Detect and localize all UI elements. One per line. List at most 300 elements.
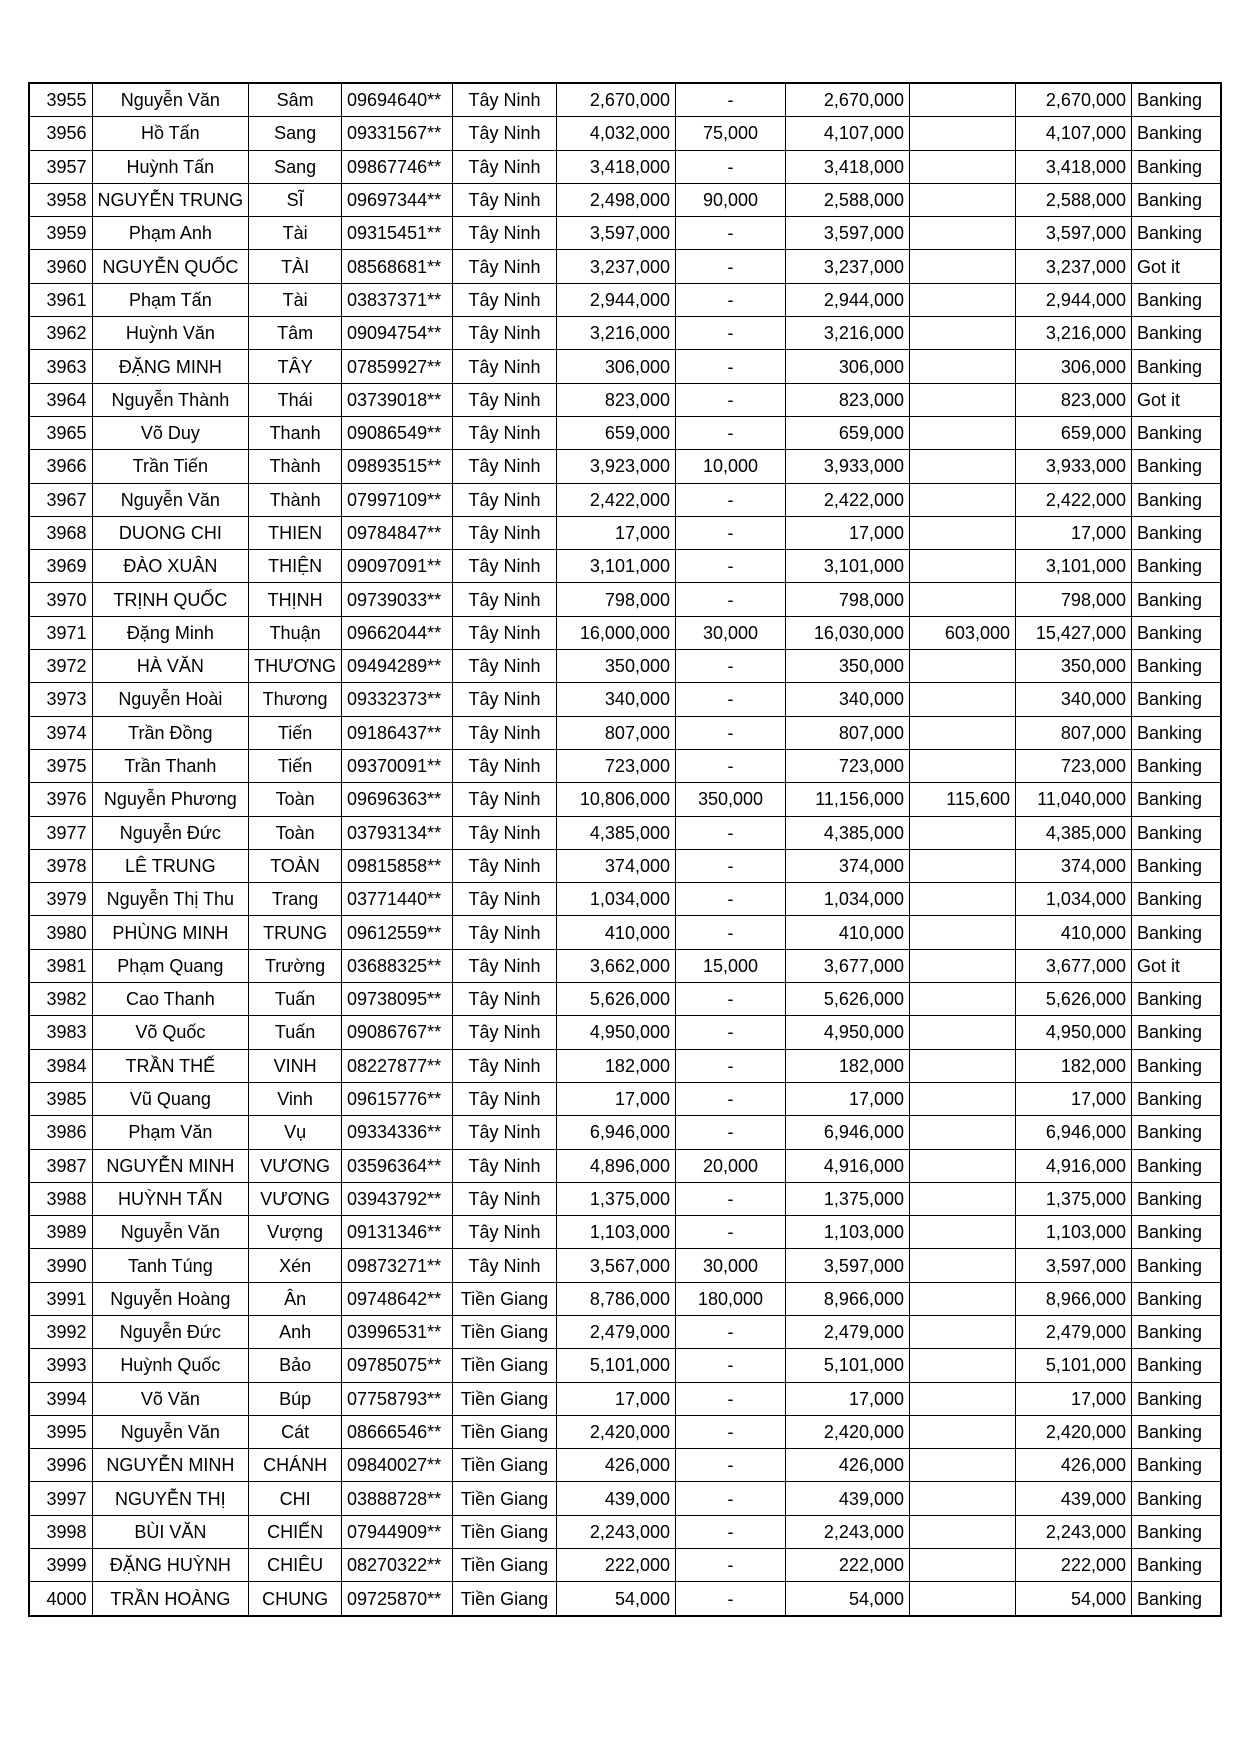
last-name-cell: CHÁNH (249, 1449, 342, 1482)
fee-cell: - (676, 250, 786, 283)
phone-number-cell: 09867746** (342, 150, 453, 183)
table-row (29, 516, 1221, 549)
deduction-cell (910, 1449, 1016, 1482)
fee-cell: - (676, 683, 786, 716)
amount-cell: 3,923,000 (557, 450, 676, 483)
net-amount-cell: 17,000 (1016, 1082, 1132, 1115)
net-amount-cell: 5,626,000 (1016, 983, 1132, 1016)
payment-method-cell: Banking (1132, 749, 1221, 782)
province-cell: Tiền Giang (453, 1515, 557, 1548)
payment-method-cell: Banking (1132, 83, 1221, 117)
province-cell: Tây Ninh (453, 949, 557, 982)
last-name-cell: Thuận (249, 616, 342, 649)
total-cell: 4,916,000 (786, 1149, 910, 1182)
deduction-cell (910, 1182, 1016, 1215)
payment-method-cell: Banking (1132, 1382, 1221, 1415)
row-number-cell: 3965 (29, 416, 92, 449)
first-name-cell: Huỳnh Tấn (92, 150, 249, 183)
phone-number-cell: 09097091** (342, 550, 453, 583)
table-row (29, 783, 1221, 816)
province-cell: Tây Ninh (453, 783, 557, 816)
province-cell: Tây Ninh (453, 749, 557, 782)
fee-cell: - (676, 150, 786, 183)
amount-cell: 2,243,000 (557, 1515, 676, 1548)
deduction-cell (910, 550, 1016, 583)
first-name-cell: Trần Tiến (92, 450, 249, 483)
table-row (29, 616, 1221, 649)
total-cell: 659,000 (786, 416, 910, 449)
last-name-cell: CHUNG (249, 1582, 342, 1616)
fee-cell: - (676, 716, 786, 749)
deduction-cell (910, 749, 1016, 782)
table-row (29, 450, 1221, 483)
phone-number-cell: 09494289** (342, 650, 453, 683)
net-amount-cell: 1,375,000 (1016, 1182, 1132, 1215)
fee-cell: 75,000 (676, 117, 786, 150)
table-row (29, 1482, 1221, 1515)
fee-cell: 30,000 (676, 616, 786, 649)
last-name-cell: SĨ (249, 183, 342, 216)
total-cell: 2,422,000 (786, 483, 910, 516)
first-name-cell: Huỳnh Quốc (92, 1349, 249, 1382)
total-cell: 54,000 (786, 1582, 910, 1616)
net-amount-cell: 54,000 (1016, 1582, 1132, 1616)
table-row (29, 117, 1221, 150)
total-cell: 8,966,000 (786, 1282, 910, 1315)
total-cell: 16,030,000 (786, 616, 910, 649)
last-name-cell: THỊNH (249, 583, 342, 616)
province-cell: Tây Ninh (453, 849, 557, 882)
amount-cell: 1,375,000 (557, 1182, 676, 1215)
row-number-cell: 3992 (29, 1315, 92, 1348)
deduction-cell (910, 450, 1016, 483)
fee-cell: - (676, 583, 786, 616)
total-cell: 723,000 (786, 749, 910, 782)
table-row (29, 1182, 1221, 1215)
total-cell: 17,000 (786, 1382, 910, 1415)
amount-cell: 4,896,000 (557, 1149, 676, 1182)
last-name-cell: Sâm (249, 83, 342, 117)
first-name-cell: PHÙNG MINH (92, 916, 249, 949)
row-number-cell: 3972 (29, 650, 92, 683)
phone-number-cell: 09694640** (342, 83, 453, 117)
deduction-cell (910, 583, 1016, 616)
last-name-cell: Thành (249, 450, 342, 483)
total-cell: 798,000 (786, 583, 910, 616)
first-name-cell: Trần Thanh (92, 749, 249, 782)
last-name-cell: CHIÊU (249, 1549, 342, 1582)
payment-method-cell: Banking (1132, 1482, 1221, 1515)
fee-cell: - (676, 550, 786, 583)
payment-method-cell: Banking (1132, 1182, 1221, 1215)
payment-method-cell: Banking (1132, 516, 1221, 549)
first-name-cell: NGUYỄN THỊ (92, 1482, 249, 1515)
payment-method-cell: Banking (1132, 1549, 1221, 1582)
amount-cell: 3,662,000 (557, 949, 676, 982)
total-cell: 222,000 (786, 1549, 910, 1582)
last-name-cell: Thương (249, 683, 342, 716)
row-number-cell: 3989 (29, 1216, 92, 1249)
payment-method-cell: Banking (1132, 1049, 1221, 1082)
row-number-cell: 3970 (29, 583, 92, 616)
table-row (29, 350, 1221, 383)
deduction-cell (910, 1482, 1016, 1515)
phone-number-cell: 09370091** (342, 749, 453, 782)
last-name-cell: THIỆN (249, 550, 342, 583)
deduction-cell (910, 1249, 1016, 1282)
phone-number-cell: 09840027** (342, 1449, 453, 1482)
total-cell: 5,626,000 (786, 983, 910, 1016)
first-name-cell: TRẦN HOÀNG (92, 1582, 249, 1616)
province-cell: Tây Ninh (453, 1116, 557, 1149)
first-name-cell: NGUYỄN QUỐC (92, 250, 249, 283)
row-number-cell: 3973 (29, 683, 92, 716)
table-row (29, 483, 1221, 516)
last-name-cell: Xén (249, 1249, 342, 1282)
table-row (29, 1315, 1221, 1348)
first-name-cell: BÙI VĂN (92, 1515, 249, 1548)
payment-method-cell: Banking (1132, 1249, 1221, 1282)
table-row (29, 1082, 1221, 1115)
first-name-cell: NGUYỄN MINH (92, 1149, 249, 1182)
net-amount-cell: 1,103,000 (1016, 1216, 1132, 1249)
fee-cell: - (676, 983, 786, 1016)
amount-cell: 182,000 (557, 1049, 676, 1082)
first-name-cell: HUỲNH TẤN (92, 1182, 249, 1215)
row-number-cell: 3959 (29, 217, 92, 250)
last-name-cell: Toàn (249, 816, 342, 849)
province-cell: Tây Ninh (453, 450, 557, 483)
amount-cell: 798,000 (557, 583, 676, 616)
last-name-cell: Tài (249, 217, 342, 250)
deduction-cell (910, 483, 1016, 516)
last-name-cell: Thanh (249, 416, 342, 449)
row-number-cell: 3993 (29, 1349, 92, 1382)
payment-method-cell: Banking (1132, 550, 1221, 583)
first-name-cell: HÀ VĂN (92, 650, 249, 683)
amount-cell: 1,034,000 (557, 883, 676, 916)
net-amount-cell: 2,479,000 (1016, 1315, 1132, 1348)
row-number-cell: 4000 (29, 1582, 92, 1616)
total-cell: 410,000 (786, 916, 910, 949)
phone-number-cell: 09725870** (342, 1582, 453, 1616)
row-number-cell: 3963 (29, 350, 92, 383)
first-name-cell: ĐẶNG HUỲNH (92, 1549, 249, 1582)
row-number-cell: 3978 (29, 849, 92, 882)
amount-cell: 8,786,000 (557, 1282, 676, 1315)
first-name-cell: ĐÀO XUÂN (92, 550, 249, 583)
province-cell: Tiền Giang (453, 1449, 557, 1482)
row-number-cell: 3997 (29, 1482, 92, 1515)
last-name-cell: Bảo (249, 1349, 342, 1382)
row-number-cell: 3968 (29, 516, 92, 549)
total-cell: 340,000 (786, 683, 910, 716)
last-name-cell: Tài (249, 283, 342, 316)
payment-method-cell: Banking (1132, 1582, 1221, 1616)
payment-method-cell: Banking (1132, 1349, 1221, 1382)
province-cell: Tây Ninh (453, 416, 557, 449)
row-number-cell: 3966 (29, 450, 92, 483)
payment-method-cell: Banking (1132, 916, 1221, 949)
total-cell: 2,420,000 (786, 1415, 910, 1448)
net-amount-cell: 8,966,000 (1016, 1282, 1132, 1315)
province-cell: Tiền Giang (453, 1415, 557, 1448)
deduction-cell (910, 350, 1016, 383)
province-cell: Tiền Giang (453, 1549, 557, 1582)
net-amount-cell: 3,418,000 (1016, 150, 1132, 183)
payment-method-cell: Banking (1132, 1149, 1221, 1182)
row-number-cell: 3967 (29, 483, 92, 516)
fee-cell: - (676, 1582, 786, 1616)
total-cell: 11,156,000 (786, 783, 910, 816)
total-cell: 6,946,000 (786, 1116, 910, 1149)
deduction-cell (910, 416, 1016, 449)
amount-cell: 6,946,000 (557, 1116, 676, 1149)
payment-ledger-table (28, 82, 1222, 1617)
province-cell: Tây Ninh (453, 650, 557, 683)
total-cell: 306,000 (786, 350, 910, 383)
row-number-cell: 3998 (29, 1515, 92, 1548)
net-amount-cell: 4,107,000 (1016, 117, 1132, 150)
province-cell: Tây Ninh (453, 317, 557, 350)
amount-cell: 222,000 (557, 1549, 676, 1582)
deduction-cell (910, 1582, 1016, 1616)
net-amount-cell: 4,916,000 (1016, 1149, 1132, 1182)
row-number-cell: 3996 (29, 1449, 92, 1482)
total-cell: 182,000 (786, 1049, 910, 1082)
last-name-cell: THƯƠNG (249, 650, 342, 683)
deduction-cell (910, 1149, 1016, 1182)
deduction-cell (910, 983, 1016, 1016)
net-amount-cell: 807,000 (1016, 716, 1132, 749)
first-name-cell: Phạm Văn (92, 1116, 249, 1149)
last-name-cell: VƯƠNG (249, 1182, 342, 1215)
deduction-cell (910, 916, 1016, 949)
net-amount-cell: 350,000 (1016, 650, 1132, 683)
net-amount-cell: 3,677,000 (1016, 949, 1132, 982)
first-name-cell: DUONG CHI (92, 516, 249, 549)
deduction-cell (910, 1415, 1016, 1448)
phone-number-cell: 09186437** (342, 716, 453, 749)
last-name-cell: Toàn (249, 783, 342, 816)
last-name-cell: Thành (249, 483, 342, 516)
fee-cell: 180,000 (676, 1282, 786, 1315)
last-name-cell: Tuấn (249, 983, 342, 1016)
province-cell: Tây Ninh (453, 550, 557, 583)
last-name-cell: Búp (249, 1382, 342, 1415)
first-name-cell: NGUYỄN MINH (92, 1449, 249, 1482)
amount-cell: 4,032,000 (557, 117, 676, 150)
payment-method-cell: Banking (1132, 150, 1221, 183)
net-amount-cell: 11,040,000 (1016, 783, 1132, 816)
row-number-cell: 3995 (29, 1415, 92, 1448)
fee-cell: - (676, 1415, 786, 1448)
total-cell: 823,000 (786, 383, 910, 416)
deduction-cell (910, 1116, 1016, 1149)
row-number-cell: 3991 (29, 1282, 92, 1315)
payment-method-cell: Got it (1132, 383, 1221, 416)
table-row (29, 749, 1221, 782)
amount-cell: 2,422,000 (557, 483, 676, 516)
total-cell: 3,237,000 (786, 250, 910, 283)
total-cell: 3,597,000 (786, 217, 910, 250)
phone-number-cell: 09331567** (342, 117, 453, 150)
phone-number-cell: 03739018** (342, 383, 453, 416)
phone-number-cell: 07997109** (342, 483, 453, 516)
net-amount-cell: 439,000 (1016, 1482, 1132, 1515)
fee-cell: - (676, 1349, 786, 1382)
fee-cell: - (676, 1082, 786, 1115)
table-row (29, 83, 1221, 117)
table-row (29, 1449, 1221, 1482)
last-name-cell: Sang (249, 117, 342, 150)
net-amount-cell: 15,427,000 (1016, 616, 1132, 649)
table-row (29, 1282, 1221, 1315)
first-name-cell: NGUYỄN TRUNG (92, 183, 249, 216)
first-name-cell: Nguyễn Đức (92, 816, 249, 849)
fee-cell: - (676, 1116, 786, 1149)
table-row (29, 383, 1221, 416)
table-row (29, 716, 1221, 749)
amount-cell: 3,216,000 (557, 317, 676, 350)
province-cell: Tây Ninh (453, 1149, 557, 1182)
net-amount-cell: 798,000 (1016, 583, 1132, 616)
province-cell: Tây Ninh (453, 250, 557, 283)
amount-cell: 659,000 (557, 416, 676, 449)
first-name-cell: Nguyễn Thị Thu (92, 883, 249, 916)
deduction-cell (910, 183, 1016, 216)
amount-cell: 16,000,000 (557, 616, 676, 649)
deduction-cell (910, 1282, 1016, 1315)
table-row (29, 1016, 1221, 1049)
total-cell: 3,597,000 (786, 1249, 910, 1282)
deduction-cell (910, 1315, 1016, 1348)
fee-cell: - (676, 217, 786, 250)
fee-cell: - (676, 83, 786, 117)
fee-cell: 90,000 (676, 183, 786, 216)
deduction-cell (910, 1049, 1016, 1082)
phone-number-cell: 08666546** (342, 1415, 453, 1448)
deduction-cell (910, 883, 1016, 916)
fee-cell: - (676, 1182, 786, 1215)
province-cell: Tiền Giang (453, 1349, 557, 1382)
first-name-cell: Võ Quốc (92, 1016, 249, 1049)
payment-method-cell: Banking (1132, 183, 1221, 216)
amount-cell: 54,000 (557, 1582, 676, 1616)
fee-cell: - (676, 1049, 786, 1082)
fee-cell: - (676, 483, 786, 516)
fee-cell: - (676, 883, 786, 916)
deduction-cell (910, 650, 1016, 683)
amount-cell: 5,101,000 (557, 1349, 676, 1382)
phone-number-cell: 09612559** (342, 916, 453, 949)
first-name-cell: Nguyễn Văn (92, 1415, 249, 1448)
net-amount-cell: 2,243,000 (1016, 1515, 1132, 1548)
fee-cell: - (676, 317, 786, 350)
amount-cell: 426,000 (557, 1449, 676, 1482)
last-name-cell: THIEN (249, 516, 342, 549)
payment-method-cell: Banking (1132, 1515, 1221, 1548)
amount-cell: 2,944,000 (557, 283, 676, 316)
province-cell: Tây Ninh (453, 983, 557, 1016)
table-row (29, 883, 1221, 916)
amount-cell: 374,000 (557, 849, 676, 882)
province-cell: Tiền Giang (453, 1482, 557, 1515)
phone-number-cell: 09662044** (342, 616, 453, 649)
province-cell: Tây Ninh (453, 716, 557, 749)
last-name-cell: Vụ (249, 1116, 342, 1149)
last-name-cell: VƯƠNG (249, 1149, 342, 1182)
phone-number-cell: 09094754** (342, 317, 453, 350)
phone-number-cell: 09315451** (342, 217, 453, 250)
last-name-cell: TOÀN (249, 849, 342, 882)
phone-number-cell: 03888728** (342, 1482, 453, 1515)
row-number-cell: 3975 (29, 749, 92, 782)
table-row (29, 983, 1221, 1016)
amount-cell: 2,498,000 (557, 183, 676, 216)
deduction-cell (910, 849, 1016, 882)
total-cell: 5,101,000 (786, 1349, 910, 1382)
fee-cell: - (676, 650, 786, 683)
first-name-cell: Đặng Minh (92, 616, 249, 649)
payment-method-cell: Banking (1132, 1449, 1221, 1482)
first-name-cell: Phạm Anh (92, 217, 249, 250)
amount-cell: 4,950,000 (557, 1016, 676, 1049)
row-number-cell: 3958 (29, 183, 92, 216)
deduction-cell (910, 83, 1016, 117)
first-name-cell: Phạm Quang (92, 949, 249, 982)
province-cell: Tây Ninh (453, 217, 557, 250)
phone-number-cell: 09334336** (342, 1116, 453, 1149)
last-name-cell: Thái (249, 383, 342, 416)
fee-cell: - (676, 350, 786, 383)
table-row (29, 1116, 1221, 1149)
fee-cell: - (676, 749, 786, 782)
table-row (29, 150, 1221, 183)
table-row (29, 1515, 1221, 1548)
payment-method-cell: Banking (1132, 783, 1221, 816)
fee-cell: - (676, 383, 786, 416)
fee-cell: 20,000 (676, 1149, 786, 1182)
row-number-cell: 3994 (29, 1382, 92, 1415)
amount-cell: 4,385,000 (557, 816, 676, 849)
ledger-body (29, 83, 1221, 1616)
deduction-cell (910, 949, 1016, 982)
table-row (29, 183, 1221, 216)
phone-number-cell: 09738095** (342, 983, 453, 1016)
total-cell: 17,000 (786, 1082, 910, 1115)
last-name-cell: Vinh (249, 1082, 342, 1115)
amount-cell: 2,479,000 (557, 1315, 676, 1348)
payment-method-cell: Banking (1132, 1016, 1221, 1049)
phone-number-cell: 03996531** (342, 1315, 453, 1348)
table-row (29, 949, 1221, 982)
phone-number-cell: 08227877** (342, 1049, 453, 1082)
total-cell: 2,243,000 (786, 1515, 910, 1548)
table-row (29, 416, 1221, 449)
fee-cell: - (676, 1482, 786, 1515)
net-amount-cell: 4,385,000 (1016, 816, 1132, 849)
payment-method-cell: Banking (1132, 716, 1221, 749)
row-number-cell: 3955 (29, 83, 92, 117)
net-amount-cell: 3,101,000 (1016, 550, 1132, 583)
row-number-cell: 3962 (29, 317, 92, 350)
fee-cell: - (676, 816, 786, 849)
last-name-cell: Cát (249, 1415, 342, 1448)
table-row (29, 250, 1221, 283)
amount-cell: 2,420,000 (557, 1415, 676, 1448)
payment-method-cell: Banking (1132, 583, 1221, 616)
